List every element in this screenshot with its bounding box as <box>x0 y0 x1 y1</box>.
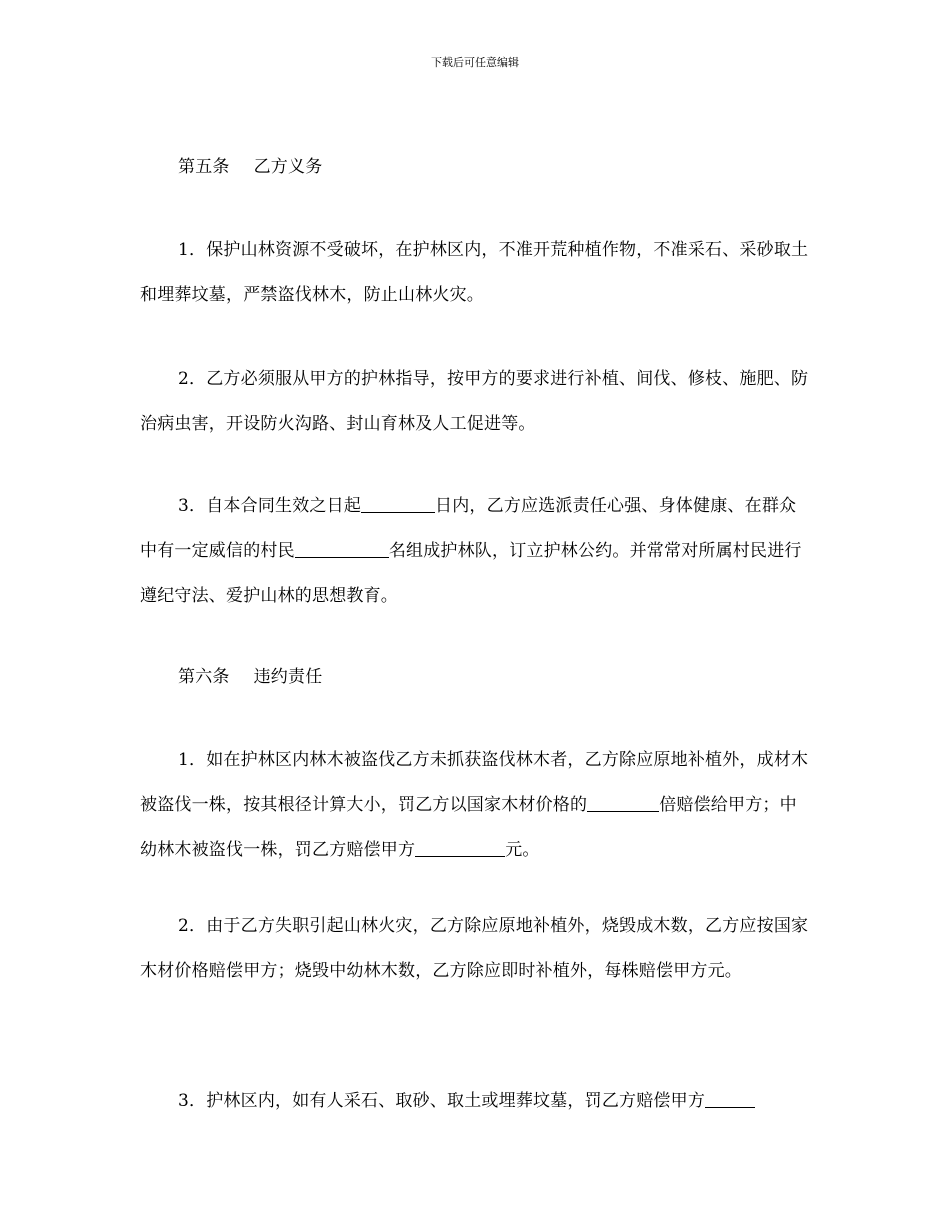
article-6-item-1-part-b: 倍赔偿给甲方；中幼林木被盗伐一株，罚乙方赔偿甲方 <box>140 795 797 860</box>
article-5-title: 乙方义务 <box>253 157 323 177</box>
article-6-item-1-part-c: 元。 <box>505 840 540 860</box>
fill-blank-multiplier <box>587 793 659 812</box>
article-5-number: 第五条 <box>178 157 230 177</box>
article-5-item-3 <box>140 484 812 619</box>
article-5-item-3-part-a: 3．自本合同生效之日起 <box>178 496 362 516</box>
fill-blank-villagers <box>295 539 389 558</box>
article-6-title: 违约责任 <box>253 667 323 687</box>
article-6-item-2: 2．由于乙方失职引起山林火灾，乙方除应原地补植外，烧毁成木数，乙方应按国家木材价格赔偿甲方；烧毁中幼林木数，乙方除应即时补植外，每株赔偿甲方元。 <box>140 916 809 981</box>
fill-blank-compensation <box>705 1089 755 1108</box>
article-6-heading <box>178 665 322 689</box>
fill-blank-days <box>361 494 435 513</box>
article-6-item-1-part-a: 1．如在护林区内林木被盗伐乙方未抓获盗伐林木者，乙方除应原地补植外，成材木被盗伐一株，按其根径计算大小，罚乙方以国家木材价格的 <box>140 750 809 815</box>
article-5-item-1: 1．保护山林资源不受破坏，在护林区内，不准开荒种植作物，不准采石、采砂取土和埋葬坟墓，严禁盗伐林木，防止山林火灾。 <box>140 240 809 305</box>
article-6-item-3-part-a: 3．护林区内，如有人采石、取砂、取土或埋葬坟墓，罚乙方赔偿甲方 <box>178 1091 706 1111</box>
fill-blank-amount <box>415 838 505 857</box>
page-header: 下载后可任意编辑 <box>431 56 519 69</box>
article-5-item-3-part-b: 日内，乙方应选派责任心强、身体健康、在群众中有一定威信的村民 <box>140 496 797 561</box>
article-6-item-3 <box>140 1079 812 1124</box>
article-6-item-1 <box>140 738 812 873</box>
article-5-heading <box>178 155 322 179</box>
article-5-item-2: 2．乙方必须服从甲方的护林指导，按甲方的要求进行补植、间伐、修枝、施肥、防治病虫害，开设防火沟路、封山育林及人工促进等。 <box>140 369 809 434</box>
article-5-item-3-part-c: 名组成护林队，订立护林公约。并常常对所属村民进行遵纪守法、爱护山林的思想教育。 <box>140 541 802 606</box>
article-6-number: 第六条 <box>178 667 230 687</box>
